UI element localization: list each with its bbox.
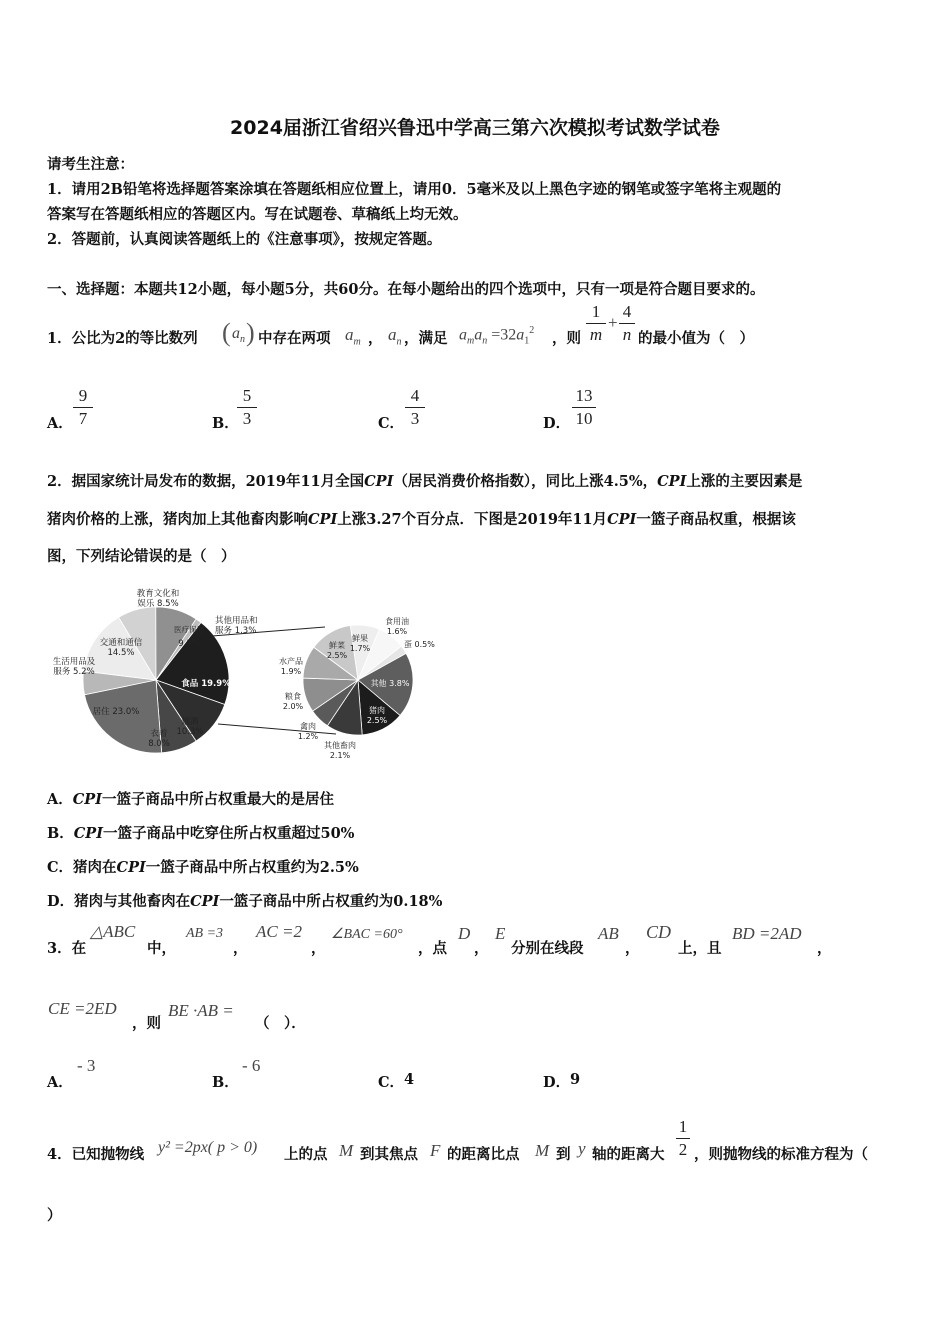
label-fruit: 鲜果	[352, 634, 368, 643]
q1-comma: ，	[368, 330, 383, 347]
q1-option-b-value: $\frac{5}{3}$	[237, 385, 257, 430]
q3-option-a-label[interactable]: A．	[47, 1074, 73, 1091]
label-med-v: 9.3%	[178, 639, 200, 649]
q4-point-f: F	[430, 1141, 441, 1160]
q2-line-3: 图，下列结论错误的是（ ）	[47, 548, 236, 565]
q1-option-c-label[interactable]: C．	[378, 415, 405, 432]
q1-text-4: ，则	[552, 330, 581, 347]
section-heading: 一、选择题：本题共12小题，每小题5分，共60分。在每小题给出的四个选项中，只有一项是符合题目要求的。	[47, 281, 765, 298]
q1-term-an: $a_n$	[388, 325, 402, 348]
q3-comma-5: ，	[817, 940, 832, 957]
q3-option-c-label[interactable]: C．	[378, 1074, 405, 1091]
q3-triangle: △ABC	[90, 922, 136, 941]
q1-text-3: ，满足	[404, 330, 448, 347]
q3-ac: AC =2	[256, 922, 302, 941]
q2-option-d[interactable]: D．猪肉与其他畜肉在CPI一篮子商品中所占权重约为0.18%	[47, 893, 443, 910]
q4-text-3: 到其焦点	[360, 1146, 418, 1163]
label-meat: 其他畜肉	[324, 741, 356, 750]
q1-seq: $a_n$	[232, 325, 245, 346]
q3-option-d-label[interactable]: D．	[543, 1074, 571, 1091]
q1-seq-brace-right: )	[246, 318, 255, 347]
q3-angle: ∠BAC =60°	[331, 927, 403, 942]
notice-line-2: 答案写在答题纸相应的答题区内。写在试题卷、草稿纸上均无效。	[47, 206, 468, 223]
q2-option-b[interactable]: B．CPI一篮子商品中吃穿住所占权重超过50%	[47, 825, 355, 842]
q3-option-d-value: 9	[570, 1071, 581, 1088]
label-tobacco: 烟酒	[181, 717, 199, 727]
q1-option-b-label[interactable]: B．	[212, 415, 239, 432]
q1-seq-brace-left: (	[222, 318, 231, 347]
q3-comma-2: ，	[311, 940, 326, 957]
label-fruit-v: 1.7%	[349, 644, 371, 653]
q3-text-3: ，点	[418, 940, 447, 957]
q3-comma-1: ，	[233, 940, 248, 957]
q1-text-2: 中存在两项	[258, 330, 331, 347]
label-life-1: 生活用品及	[52, 657, 96, 667]
q3-point-e: E	[495, 924, 506, 943]
q4-text-6: 轴的距离大	[592, 1146, 665, 1163]
q4-text-5: 到	[556, 1146, 571, 1163]
label-food: 食品 19.9%	[181, 679, 231, 689]
q3-text-7: （ ）．	[255, 1015, 306, 1032]
q3-seg-cd: CD	[646, 922, 672, 942]
q3-text-6: ，则	[132, 1015, 161, 1032]
q3-seg-ab: AB	[598, 924, 619, 943]
q3-text-1: 3．在	[47, 940, 87, 957]
label-trans-2: 14.5%	[107, 648, 135, 658]
q1-option-d-value: $\frac{13}{10}$	[572, 385, 596, 430]
label-edu-1: 教育文化和	[136, 589, 180, 599]
q1-option-a-label[interactable]: A．	[47, 415, 73, 432]
q3-ab: AB =3	[186, 926, 224, 941]
label-grain-v: 2.0%	[282, 702, 304, 711]
q3-comma-3: ，	[474, 940, 489, 957]
q3-dot-product: BE ·AB =	[168, 1001, 234, 1020]
q1-fraction-4-over-n: $\frac{4}{n}$	[619, 301, 635, 346]
q1-option-c-value: $\frac{4}{3}$	[405, 385, 425, 430]
q4-text-4: 的距离比点	[447, 1146, 520, 1163]
label-other-2: 服务 1.3%	[215, 626, 257, 636]
q1-option-d-label[interactable]: D．	[543, 415, 571, 432]
q1-condition: $a_ma_n =32a_1^2$	[459, 325, 535, 347]
q4-fraction-half: $\frac{1}{2}$	[676, 1116, 690, 1161]
q1-text-5: 的最小值为（ ）	[638, 330, 754, 347]
label-aqua: 水产品	[279, 657, 303, 666]
q2-option-a[interactable]: A．CPI一篮子商品中所占权重最大的是居住	[47, 791, 334, 808]
q4-text-1: 4．已知抛物线	[47, 1146, 145, 1163]
q2-line-2: 猪肉价格的上涨，猪肉加上其他畜肉影响CPI上涨3.27个百分点．下图是2019年11月CPI一篮子商品权重，根据该	[47, 511, 796, 528]
label-trans-1: 交通和通信	[99, 638, 143, 648]
q3-option-b-label[interactable]: B．	[212, 1074, 239, 1091]
q4-text-8: ）	[47, 1207, 62, 1224]
q1-option-a-value: $\frac{9}{7}$	[73, 385, 93, 430]
notice-heading: 请考生注意：	[47, 156, 134, 173]
label-cloth-v: 8.0%	[148, 739, 170, 749]
label-house: 居住 23.0%	[92, 707, 140, 717]
label-edu-2: 娱乐 8.5%	[137, 599, 179, 609]
label-pork: 猪肉	[369, 706, 385, 715]
q1-fraction-1-over-m: $\frac{1}{m}$	[586, 301, 606, 346]
q3-option-c-value: 4	[404, 1071, 415, 1088]
label-aqua-v: 1.9%	[280, 667, 302, 676]
q4-text-7: ，则抛物线的标准方程为（	[694, 1146, 868, 1163]
q3-option-a-value: - 3	[77, 1056, 96, 1075]
label-egg: 蛋 0.5%	[404, 640, 435, 649]
label-oil: 食用油	[385, 617, 409, 626]
q3-text-5: 上，且	[678, 940, 722, 957]
q3-option-b-value: - 6	[242, 1056, 261, 1075]
q1-plus: +	[608, 313, 618, 332]
label-poultry: 禽肉	[300, 722, 316, 731]
q4-point-m-2: M	[535, 1141, 550, 1160]
q2-option-c[interactable]: C．猪肉在CPI一篮子商品中所占权重约为2.5%	[47, 859, 359, 876]
q4-point-m: M	[339, 1141, 354, 1160]
label-life-2: 服务 5.2%	[53, 667, 95, 677]
q3-comma-4: ，	[625, 940, 640, 957]
label-tobacco-v: 10.3%	[176, 727, 204, 737]
q1-term-am: $a_m$	[345, 325, 361, 348]
label-oil-v: 1.6%	[386, 627, 408, 636]
label-veg: 鲜菜	[329, 641, 345, 650]
q4-equation: y² =2px( p > 0)	[158, 1139, 258, 1156]
cpi-pie-chart	[40, 582, 460, 767]
label-other-1: 其他用品和	[215, 616, 258, 626]
notice-line-3: 2．答题前，认真阅读答题纸上的《注意事项》，按规定答题。	[47, 231, 442, 248]
label-other: 其他 3.8%	[370, 679, 410, 688]
label-med: 医疗保健	[174, 625, 204, 634]
q3-text-2: 中，	[147, 940, 176, 957]
connector-bottom	[218, 724, 336, 734]
label-veg-v: 2.5%	[326, 651, 348, 660]
page-title: 2024届浙江省绍兴鲁迅中学高三第六次模拟考试数学试卷	[230, 117, 720, 139]
q3-text-4: 分别在线段	[511, 940, 584, 957]
q3-point-d: D	[458, 924, 471, 943]
label-grain: 粮食	[285, 692, 301, 701]
q4-text-2: 上的点	[284, 1146, 328, 1163]
q4-axis-y: y	[578, 1139, 586, 1158]
q3-ce: CE =2ED	[48, 999, 117, 1018]
notice-line-1: 1．请用2B铅笔将选择题答案涂填在答题纸相应位置上，请用0．5毫米及以上黑色字迹的钢笔或签字笔将主观题的	[47, 181, 782, 198]
q2-line-1: 2．据国家统计局发布的数据，2019年11月全国CPI（居民消费价格指数），同比上涨4.5%，CPI上涨的主要因素是	[47, 473, 803, 490]
label-meat-v: 2.1%	[329, 751, 351, 760]
label-poultry-v: 1.2%	[297, 732, 319, 741]
q1-text-1: 1．公比为2的等比数列	[47, 330, 198, 347]
q3-bd: BD =2AD	[732, 924, 802, 943]
label-pork-v: 2.5%	[366, 716, 388, 725]
label-cloth: 衣着	[150, 729, 168, 739]
